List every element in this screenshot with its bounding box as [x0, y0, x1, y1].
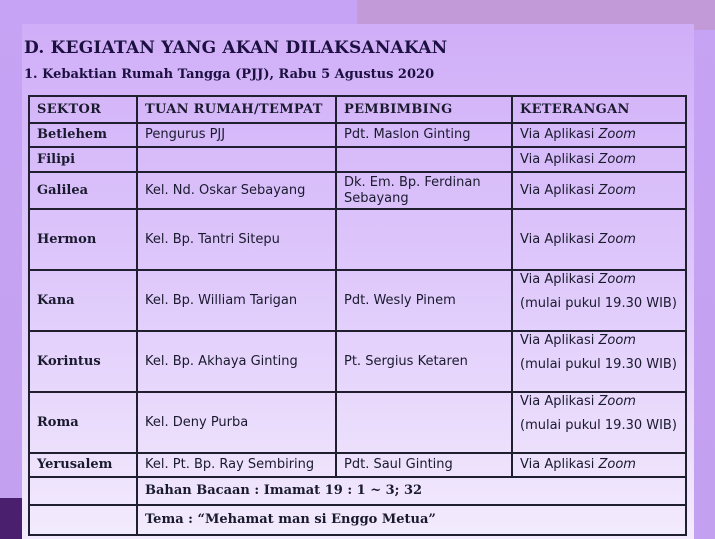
note-cell — [512, 147, 686, 172]
sector-cell: Filipi — [29, 147, 137, 172]
note-zoom: Zoom — [598, 272, 636, 287]
host-cell: Kel. Bp. William Tarigan — [137, 270, 336, 331]
header-guide: PEMBIMBING — [336, 96, 512, 123]
table-row — [29, 123, 686, 147]
sector-cell: Korintus — [29, 331, 137, 392]
sector-cell: Kana — [29, 270, 137, 331]
theme-text: Tema : “Mehamat man si Enggo Metua” — [137, 505, 686, 535]
sector-cell: Hermon — [29, 209, 137, 270]
note-prefix: Via Aplikasi — [520, 394, 599, 409]
host-cell — [137, 147, 336, 172]
host-cell: Kel. Nd. Oskar Sebayang — [137, 172, 336, 209]
note-prefix: Via Aplikasi — [520, 151, 599, 167]
note-zoom: Zoom — [598, 182, 636, 198]
table-row — [29, 331, 686, 392]
section-heading: D. KEGIATAN YANG AKAN DILAKSANAKAN — [24, 38, 448, 58]
note-prefix: Via Aplikasi — [520, 272, 599, 287]
note-cell — [512, 392, 686, 453]
note-cell — [512, 331, 686, 392]
note-cell — [512, 123, 686, 147]
host-cell: Pengurus PJJ — [137, 123, 336, 147]
table-row — [29, 147, 686, 172]
note-line — [520, 152, 678, 168]
note-prefix: Via Aplikasi — [520, 182, 599, 198]
note-line — [520, 232, 678, 248]
note-zoom: Zoom — [598, 231, 636, 247]
header-note: KETERANGAN — [512, 96, 686, 123]
sector-cell: Roma — [29, 392, 137, 453]
footer-row-reading — [29, 477, 686, 505]
table-header-row — [29, 96, 686, 123]
table-row — [29, 392, 686, 453]
note-zoom: Zoom — [598, 394, 636, 409]
section-subheading: 1. Kebaktian Rumah Tangga (PJJ), Rabu 5 Agustus 2020 — [24, 67, 435, 82]
host-cell: Kel. Bp. Tantri Sitepu — [137, 209, 336, 270]
guide-cell — [336, 147, 512, 172]
note-line — [520, 333, 678, 349]
header-host: TUAN RUMAH/TEMPAT — [137, 96, 336, 123]
note-time: (mulai pukul 19.30 WIB) — [520, 296, 677, 311]
note-cell — [512, 209, 686, 270]
note-time: (mulai pukul 19.30 WIB) — [520, 418, 677, 433]
table-row — [29, 209, 686, 270]
note-cell — [512, 172, 686, 209]
sector-cell: Betlehem — [29, 123, 137, 147]
host-cell: Kel. Pt. Bp. Ray Sembiring — [137, 453, 336, 477]
footer-empty-cell — [29, 505, 137, 535]
table-row — [29, 172, 686, 209]
note-line — [520, 394, 678, 410]
background-corner — [0, 498, 22, 539]
note-zoom: Zoom — [598, 151, 636, 167]
schedule-table — [28, 95, 687, 536]
note-zoom: Zoom — [598, 457, 636, 472]
guide-cell: Pdt. Saul Ginting — [336, 453, 512, 477]
footer-row-theme — [29, 505, 686, 535]
reading-text: Bahan Bacaan : Imamat 19 : 1 ~ 3; 32 — [137, 477, 686, 505]
guide-cell: Pdt. Wesly Pinem — [336, 270, 512, 331]
note-line — [520, 183, 678, 199]
guide-cell — [336, 209, 512, 270]
guide-cell: Pdt. Maslon Ginting — [336, 123, 512, 147]
note-cell — [512, 270, 686, 331]
host-cell: Kel. Deny Purba — [137, 392, 336, 453]
note-cell — [512, 453, 686, 477]
guide-cell: Dk. Em. Bp. Ferdinan Sebayang — [336, 172, 512, 209]
note-line — [520, 127, 678, 143]
guide-cell — [336, 392, 512, 453]
note-prefix: Via Aplikasi — [520, 457, 599, 472]
note-line — [520, 457, 678, 473]
table-row — [29, 270, 686, 331]
sector-cell: Yerusalem — [29, 453, 137, 477]
note-zoom: Zoom — [598, 127, 636, 142]
guide-cell: Pt. Sergius Ketaren — [336, 331, 512, 392]
footer-empty-cell — [29, 477, 137, 505]
table-row — [29, 453, 686, 477]
sector-cell: Galilea — [29, 172, 137, 209]
note-prefix: Via Aplikasi — [520, 127, 599, 142]
host-cell: Kel. Bp. Akhaya Ginting — [137, 331, 336, 392]
note-line — [520, 272, 678, 288]
note-zoom: Zoom — [598, 333, 636, 348]
note-prefix: Via Aplikasi — [520, 231, 599, 247]
header-sector: SEKTOR — [29, 96, 137, 123]
note-prefix: Via Aplikasi — [520, 333, 599, 348]
note-time: (mulai pukul 19.30 WIB) — [520, 357, 677, 372]
